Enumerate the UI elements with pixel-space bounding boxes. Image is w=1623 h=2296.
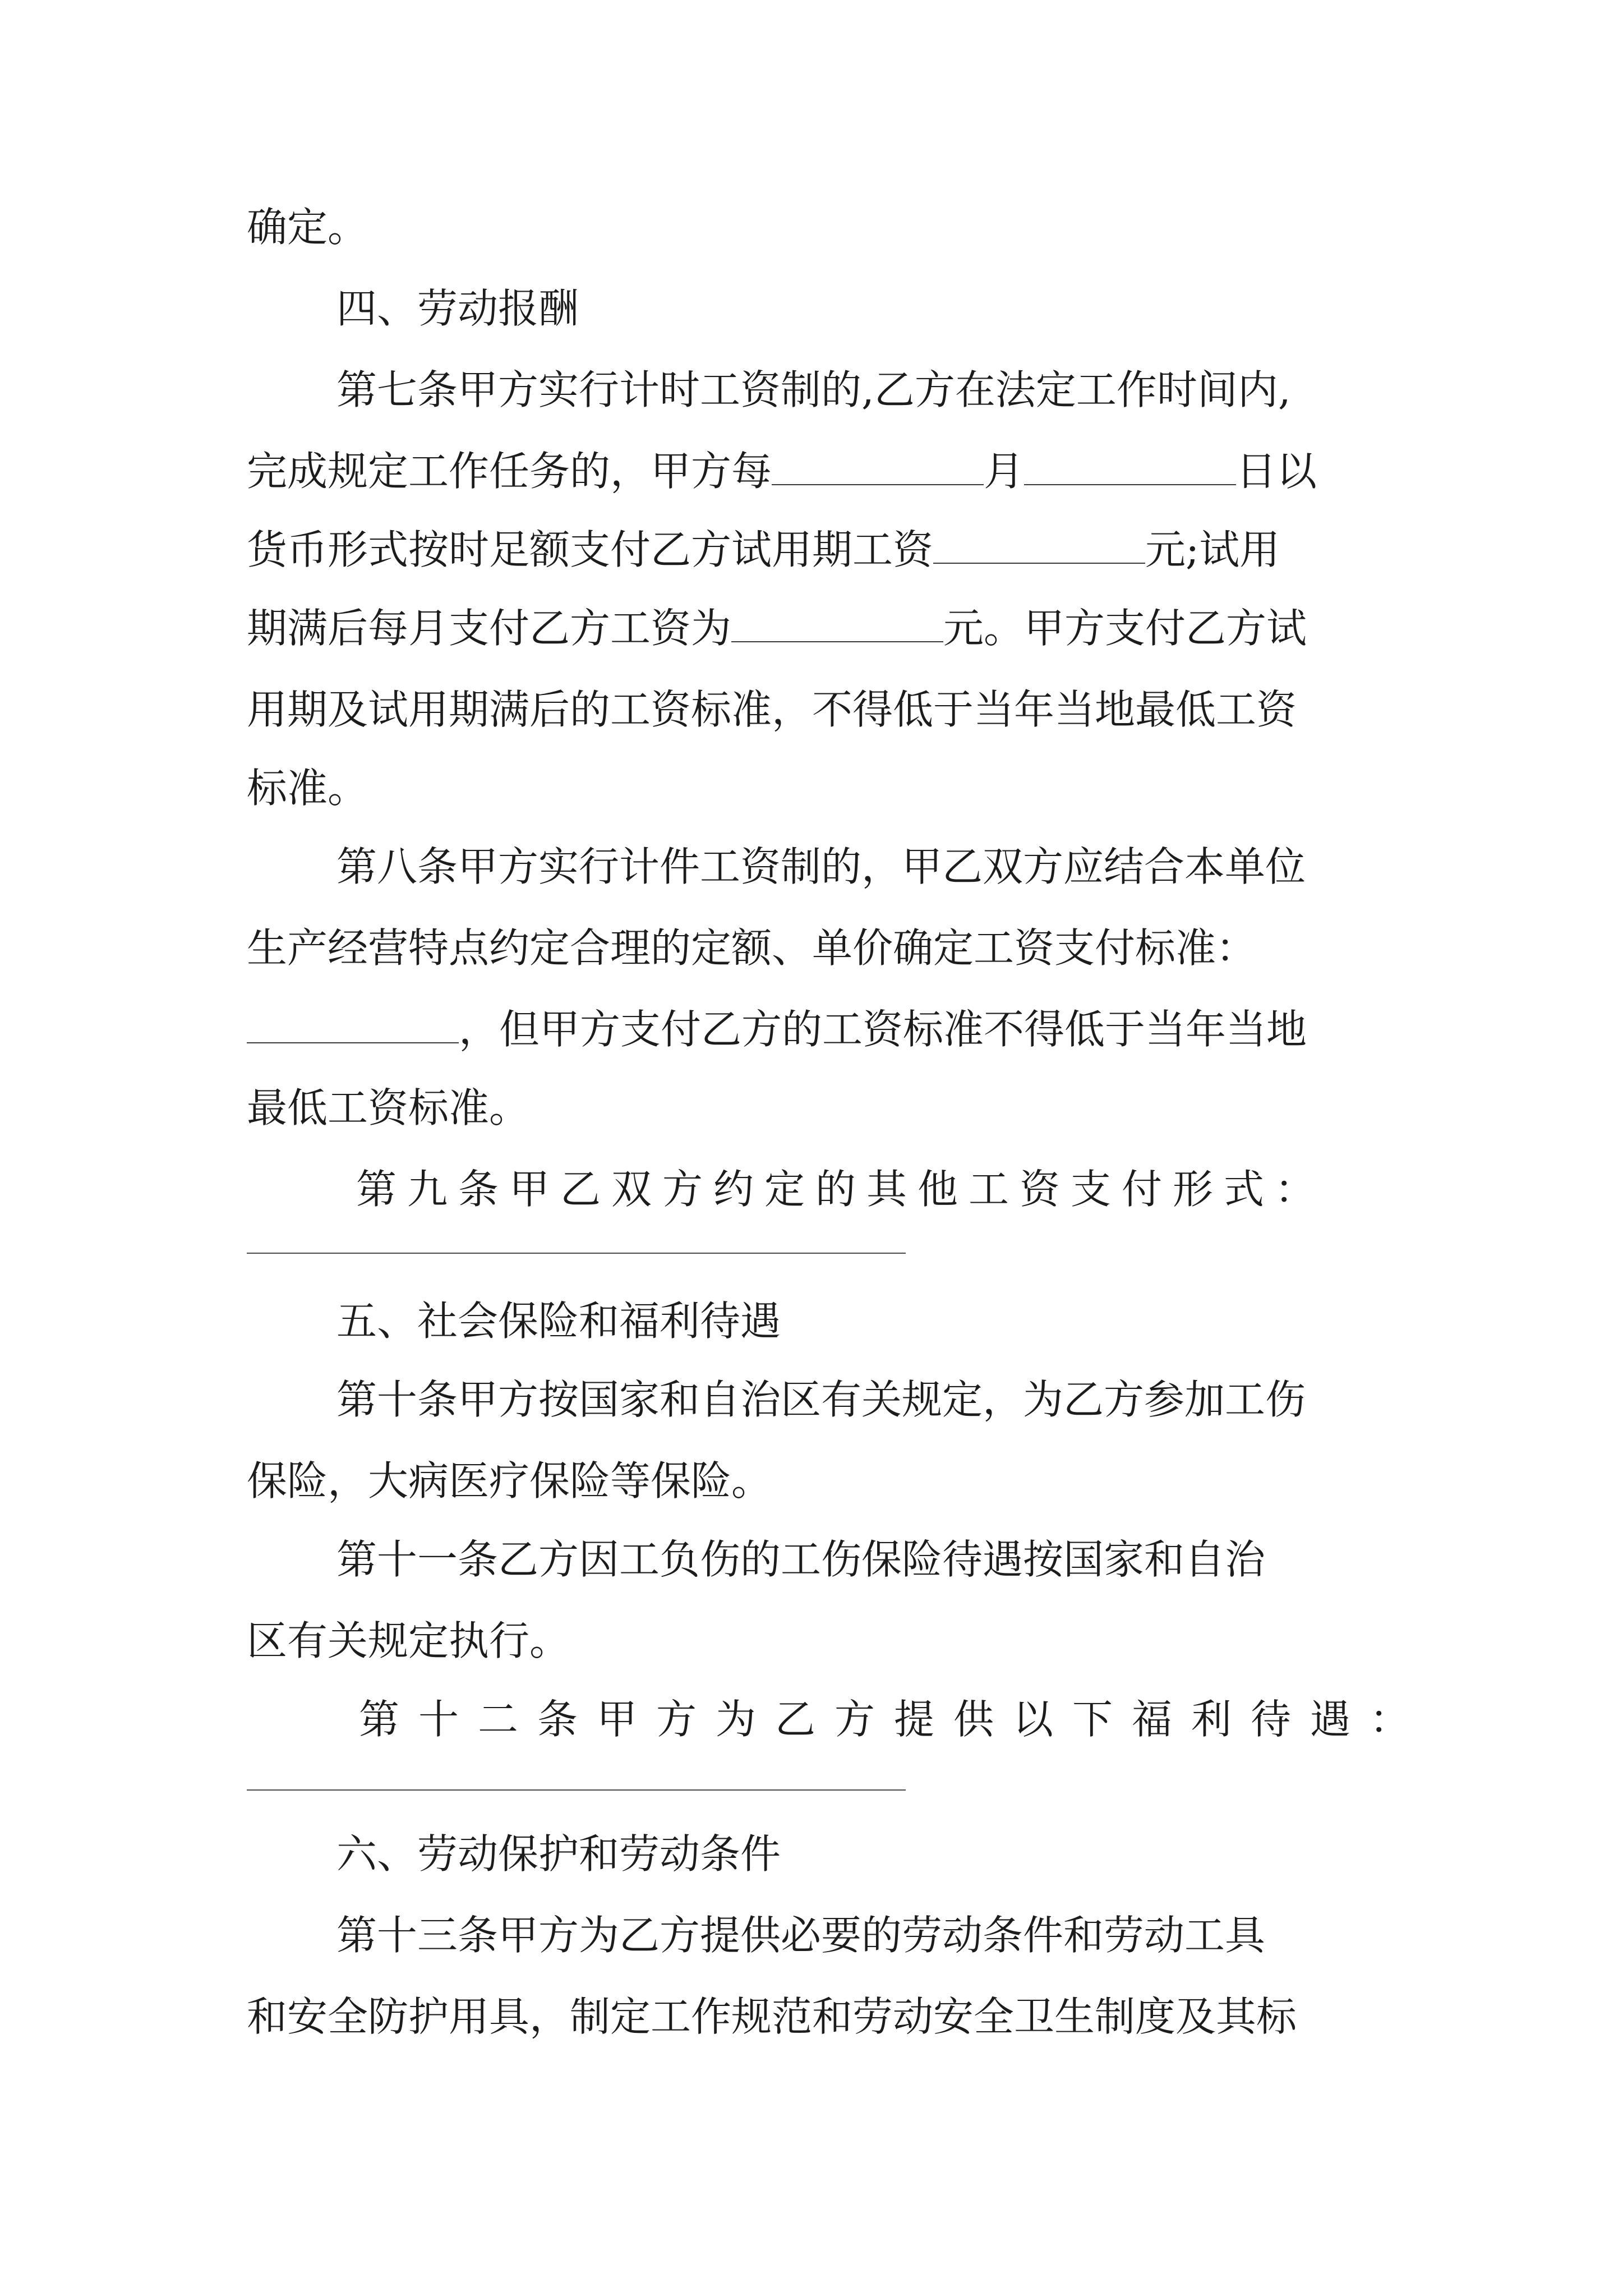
line-text: 日以 — [1236, 448, 1317, 495]
text-line — [247, 522, 1280, 578]
line-text: 第十三条甲方为乙方提供必要的劳动条件和劳动工具 — [336, 1912, 1266, 1959]
text-line — [247, 920, 1256, 976]
section-heading — [336, 1826, 781, 1882]
text-line — [247, 1989, 1297, 2045]
fill-in-blank — [933, 529, 1145, 564]
text-line — [336, 1531, 1265, 1588]
text-line — [247, 1080, 529, 1136]
fill-in-blank — [247, 1009, 459, 1043]
line-text: 期满后每月支付乙方工资为 — [247, 605, 732, 652]
line-text: 确定。 — [247, 204, 368, 251]
text-line — [247, 1453, 772, 1509]
section-heading-text: 六、劳动保护和劳动条件 — [336, 1830, 781, 1878]
text-line — [336, 839, 1306, 895]
fill-in-blank — [772, 450, 984, 485]
section-heading — [336, 280, 579, 337]
section-heading-text: 五、社会保险和福利待遇 — [336, 1297, 781, 1345]
line-text: 最低工资标准。 — [247, 1084, 530, 1131]
text-line — [359, 1691, 1429, 1747]
section-heading — [336, 1293, 781, 1349]
line-text: 保险，大病医疗保险等保险。 — [247, 1457, 772, 1504]
text-line — [336, 1372, 1306, 1428]
line-text: 用期及试用期满后的工资标准，不得低于当年当地最低工资 — [247, 686, 1297, 733]
fill-in-rule — [247, 1789, 906, 1791]
fill-in-blank — [1024, 450, 1236, 485]
text-line — [247, 1613, 570, 1669]
fill-in-rule — [247, 1253, 906, 1254]
line-text: 第七条甲方实行计时工资制的,乙方在法定工作时间内, — [336, 366, 1291, 413]
line-text: 完成规定工作任务的，甲方每 — [247, 448, 772, 495]
text-line — [247, 682, 1297, 738]
line-text: 第十条甲方按国家和自治区有关规定，为乙方参加工伤 — [336, 1376, 1306, 1423]
line-text: 第八条甲方实行计件工资制的，甲乙双方应结合本单位 — [336, 843, 1306, 890]
fill-in-blank — [731, 608, 943, 642]
text-line — [336, 1907, 1265, 1963]
line-text: 第十二条甲方为乙方提供以下福利待遇： — [359, 1696, 1430, 1743]
line-text: 月 — [984, 448, 1025, 495]
line-text: ，但甲方支付乙方的工资标准不得低于当年当地 — [459, 1006, 1307, 1053]
line-text: 区有关规定执行。 — [247, 1617, 570, 1664]
line-text: 第九条甲乙双方约定的其他工资支付形式： — [356, 1166, 1326, 1213]
text-line — [247, 443, 1317, 499]
text-line — [247, 600, 1307, 656]
text-line — [247, 1001, 1307, 1057]
line-text: 和安全防护用具，制定工作规范和劳动安全卫生制度及其标 — [247, 1993, 1297, 2040]
text-line — [356, 1161, 1326, 1217]
line-text: 货币形式按时足额支付乙方试用期工资 — [247, 526, 934, 573]
line-text: 第十一条乙方因工负伤的工伤保险待遇按国家和自治 — [336, 1536, 1266, 1583]
line-text: 生产经营特点约定合理的定额、单价确定工资支付标准： — [247, 924, 1257, 972]
line-text: 元;试用 — [1145, 526, 1280, 573]
text-line — [336, 362, 1291, 418]
text-line — [247, 199, 368, 255]
line-text: 元。甲方支付乙方试 — [943, 605, 1307, 652]
line-text: 标准。 — [247, 765, 368, 812]
text-line — [247, 760, 368, 816]
section-heading-text: 四、劳动报酬 — [336, 285, 579, 332]
